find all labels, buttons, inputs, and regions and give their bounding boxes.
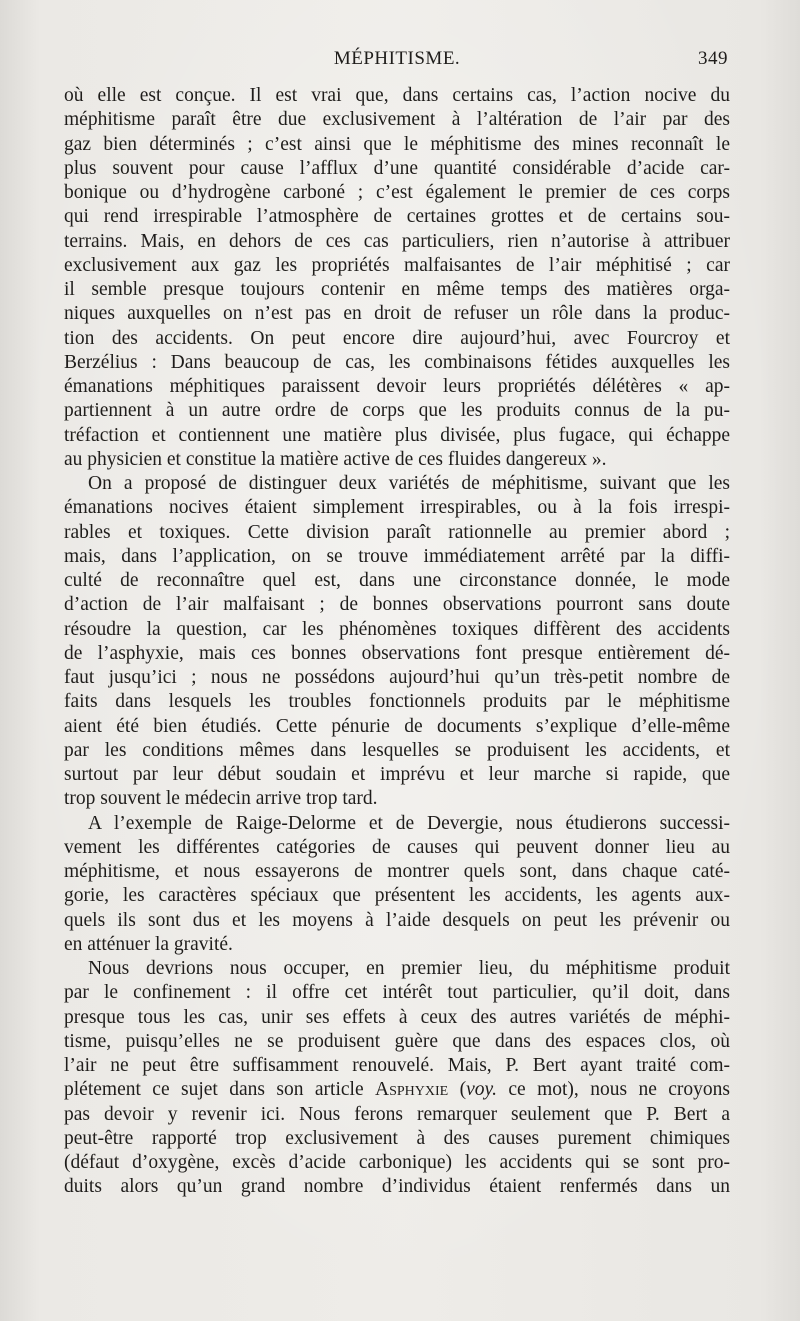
text-line: vement les différentes catégories de causes qui peuvent donner lieu au bbox=[64, 836, 730, 858]
text-line: qui rend irrespirable l’atmosphère de certaines grottes et de certains sou- bbox=[64, 206, 730, 228]
page-header bbox=[64, 44, 730, 74]
text-line: au physicien et constitue la matière active de ces fluides dangereux ». bbox=[64, 448, 607, 470]
text-line: gaz bien déterminés ; c’est ainsi que le méphitisme des mines reconnaît le bbox=[64, 133, 730, 155]
text-line: en atténuer la gravité. bbox=[64, 933, 233, 955]
article-reference: Asphyxie bbox=[375, 1079, 449, 1101]
text-line: mais, dans l’application, on se trouve immédiatement arrêté par la diffi- bbox=[64, 545, 730, 567]
text-line: exclusivement aux gaz les propriétés malfaisantes de l’air méphitisé ; car bbox=[64, 254, 730, 276]
text-line: duits alors qu’un grand nombre d’individus étaient renfermés dans un bbox=[64, 1176, 730, 1198]
italic-abbreviation: voy. bbox=[466, 1079, 497, 1101]
text-line: méphitisme, et nous essayerons de montrer quels sont, dans chaque caté- bbox=[64, 861, 730, 882]
text-line: quels ils sont dus et les moyens à l’aide desquels on peut les prévenir ou bbox=[64, 909, 730, 931]
text-line: rables et toxiques. Cette division paraît rationnelle au premier abord ; bbox=[64, 521, 730, 543]
text-line: tréfaction et contiennent une matière plus divisée, plus fugace, qui échappe bbox=[64, 424, 730, 446]
text-line: bonique ou d’hydrogène carboné ; c’est également le premier de ces corps bbox=[64, 182, 730, 203]
text-line: aient été bien étudiés. Cette pénurie de documents s’explique d’elle-même bbox=[64, 715, 730, 737]
paragraph-start-line: Nous devrions nous occuper, en premier lieu, du méphitisme produit bbox=[88, 958, 730, 979]
paragraph-start-line: On a proposé de distinguer deux variétés de méphitisme, suivant que les bbox=[88, 473, 730, 494]
text-line: trop souvent le médecin arrive trop tard. bbox=[64, 788, 378, 810]
running-title: MÉPHITISME. bbox=[333, 48, 461, 69]
text-line: résoudre la question, car les phénomènes toxiques diffèrent des accidents bbox=[64, 618, 730, 640]
text-line: peut-être rapporté trop exclusivement à des causes purement chimiques bbox=[64, 1127, 730, 1149]
text-line: presque tous les cas, unir ses effets à ceux des autres variétés de méphi- bbox=[64, 1006, 730, 1028]
line-text-middle: ( bbox=[448, 1079, 467, 1101]
text-line: méphitisme paraît être due exclusivement à l’altération de l’air par des bbox=[64, 109, 730, 131]
text-line: pas devoir y revenir ici. Nous ferons remarquer seulement que P. Bert a bbox=[64, 1103, 730, 1125]
text-line: où elle est conçue. Il est vrai que, dans certains cas, l’action nocive du bbox=[64, 85, 730, 106]
text-line: culté de reconnaître quel est, dans une circonstance donnée, le mode bbox=[64, 570, 730, 591]
text-line: tion des accidents. On peut encore dire aujourd’hui, avec Fourcroy et bbox=[64, 327, 730, 349]
text-line: il semble presque toujours contenir en même temps des matières orga- bbox=[64, 279, 730, 300]
line-text-before: plétement ce sujet dans son article bbox=[64, 1079, 375, 1101]
text-line: Berzélius : Dans beaucoup de cas, les combinaisons fétides auxquelles les bbox=[64, 351, 730, 373]
text-line: tisme, puisqu’elles ne se produisent guère que dans des espaces clos, où bbox=[64, 1030, 730, 1052]
text-line: niques auxquelles on n’est pas en droit de refuser un rôle dans la produc- bbox=[64, 303, 730, 325]
paragraph-start-line: A l’exemple de Raige-Delorme et de Devergie, nous étudierons successi- bbox=[88, 812, 730, 834]
text-line-with-reference bbox=[64, 1078, 730, 1102]
text-line: faits dans lesquels les troubles fonctionnels produits par le méphitisme bbox=[64, 691, 730, 713]
text-line: par les conditions mêmes dans lesquelles se produisent les accidents, et bbox=[64, 739, 730, 761]
line-text-after: ce mot), nous ne croyons bbox=[496, 1079, 730, 1101]
text-line: (défaut d’oxygène, excès d’acide carbonique) les accidents qui se sont pro- bbox=[64, 1152, 730, 1173]
text-line: de l’asphyxie, mais ces bonnes observations font presque entièrement dé- bbox=[64, 642, 730, 664]
body-text bbox=[64, 84, 730, 1200]
text-line: l’air ne peut être suffisamment renouvelé. Mais, P. Bert ayant traité com- bbox=[64, 1055, 730, 1076]
text-line: émanations méphitiques paraissent devoir leurs propriétés délétères « ap- bbox=[64, 376, 730, 397]
page-number: 349 bbox=[698, 48, 728, 69]
text-line: terrains. Mais, en dehors de ces cas particuliers, rien n’autorise à attribuer bbox=[64, 230, 730, 252]
text-line: émanations nocives étaient simplement irrespirables, ou à la fois irrespi- bbox=[64, 497, 730, 519]
text-line: gorie, les caractères spéciaux que présentent les accidents, les agents aux- bbox=[64, 885, 730, 907]
text-line: faut jusqu’ici ; nous ne possédons aujourd’hui qu’un très-petit nombre de bbox=[64, 667, 730, 688]
text-line: partiennent à un autre ordre de corps que les produits connus de la pu- bbox=[64, 400, 730, 422]
text-line: surtout par leur début soudain et imprévu et leur marche si rapide, que bbox=[64, 764, 730, 785]
text-line: d’action de l’air malfaisant ; de bonnes observations pourront sans doute bbox=[64, 594, 730, 616]
text-line: par le confinement : il offre cet intérêt tout particulier, qu’il doit, dans bbox=[64, 982, 730, 1004]
text-line: plus souvent pour cause l’afflux d’une quantité considérable d’acide car- bbox=[64, 157, 730, 179]
